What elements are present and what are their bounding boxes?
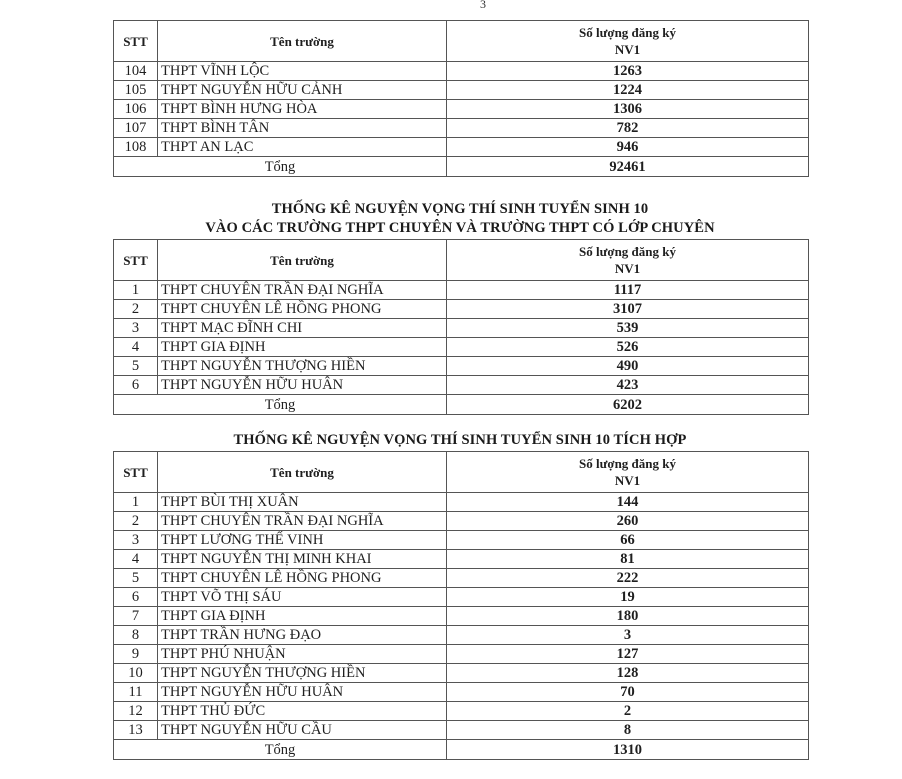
header-registration-count-line2: NV1 [614, 42, 641, 57]
row-stt: 13 [114, 721, 158, 740]
header-registration-count-line1: Số lượng đăng ký [578, 244, 676, 259]
section-title-specialized [113, 200, 807, 238]
table-row [114, 683, 809, 702]
page-number: 3 [480, 0, 486, 11]
registration-count: 180 [447, 607, 809, 626]
header-stt: STT [114, 21, 158, 62]
table-row [114, 702, 809, 721]
school-name: THPT NGUYỄN HỮU HUÂN [158, 683, 447, 702]
section-title-line: THỐNG KÊ NGUYỆN VỌNG THÍ SINH TUYỂN SINH 10 TÍCH HỢP [233, 432, 687, 448]
row-stt: 3 [114, 531, 158, 550]
school-name: THPT AN LẠC [158, 138, 447, 157]
row-stt: 10 [114, 664, 158, 683]
table-row [114, 664, 809, 683]
table-row [114, 62, 809, 81]
row-stt: 9 [114, 645, 158, 664]
row-stt: 6 [114, 588, 158, 607]
header-school-name: Tên trường [158, 452, 447, 493]
row-stt: 5 [114, 357, 158, 376]
school-name: THPT CHUYÊN TRẦN ĐẠI NGHĨA [158, 281, 447, 300]
registration-table-integrated [113, 451, 809, 760]
table-row [114, 338, 809, 357]
table-body [114, 62, 809, 177]
school-name: THPT GIA ĐỊNH [158, 338, 447, 357]
row-stt: 5 [114, 569, 158, 588]
school-name: THPT NGUYỄN HỮU CẦU [158, 721, 447, 740]
school-name: THPT GIA ĐỊNH [158, 607, 447, 626]
table-row [114, 119, 809, 138]
table-row [114, 550, 809, 569]
total-row [114, 740, 809, 760]
row-stt: 1 [114, 493, 158, 512]
registration-count: 127 [447, 645, 809, 664]
row-stt: 107 [114, 119, 158, 138]
school-name: THPT CHUYÊN LÊ HỒNG PHONG [158, 569, 447, 588]
registration-count: 128 [447, 664, 809, 683]
row-stt: 11 [114, 683, 158, 702]
registration-count: 946 [447, 138, 809, 157]
school-name: THPT VĨNH LỘC [158, 62, 447, 81]
table-header-row [114, 240, 809, 281]
school-name: THPT BÌNH TÂN [158, 119, 447, 138]
registration-count: 2 [447, 702, 809, 721]
header-registration-count-line1: Số lượng đăng ký [578, 456, 676, 471]
table-row [114, 100, 809, 119]
school-name: THPT NGUYỄN THƯỢNG HIỀN [158, 664, 447, 683]
registration-count: 66 [447, 531, 809, 550]
school-name: THPT NGUYỄN THỊ MINH KHAI [158, 550, 447, 569]
registration-count: 423 [447, 376, 809, 395]
header-registration-count-line2: NV1 [614, 261, 641, 276]
table-body [114, 281, 809, 415]
header-registration-count-line1: Số lượng đăng ký [578, 25, 676, 40]
registration-count: 1263 [447, 62, 809, 81]
table-row [114, 626, 809, 645]
school-name: THPT VÕ THỊ SÁU [158, 588, 447, 607]
registration-count: 490 [447, 357, 809, 376]
school-name: THPT BÌNH HƯNG HÒA [158, 100, 447, 119]
total-row [114, 157, 809, 177]
registration-table-specialized [113, 239, 809, 415]
total-row [114, 395, 809, 415]
header-school-name: Tên trường [158, 21, 447, 62]
table-row [114, 512, 809, 531]
row-stt: 104 [114, 62, 158, 81]
total-value: 6202 [447, 395, 809, 415]
header-school-name: Tên trường [158, 240, 447, 281]
table-row [114, 300, 809, 319]
table-row [114, 588, 809, 607]
total-value: 1310 [447, 740, 809, 760]
registration-count: 70 [447, 683, 809, 702]
school-name: THPT NGUYỄN THƯỢNG HIỀN [158, 357, 447, 376]
school-name: THPT THỦ ĐỨC [158, 702, 447, 721]
table-row [114, 531, 809, 550]
row-stt: 8 [114, 626, 158, 645]
header-registration-count [447, 240, 809, 281]
registration-count: 3 [447, 626, 809, 645]
header-registration-count-line2: NV1 [614, 473, 641, 488]
section-title-integrated [113, 431, 807, 450]
row-stt: 7 [114, 607, 158, 626]
table-row [114, 607, 809, 626]
table-row [114, 357, 809, 376]
registration-table-general [113, 20, 809, 177]
registration-count: 144 [447, 493, 809, 512]
row-stt: 3 [114, 319, 158, 338]
row-stt: 2 [114, 512, 158, 531]
row-stt: 12 [114, 702, 158, 721]
registration-count: 539 [447, 319, 809, 338]
school-name: THPT LƯƠNG THẾ VINH [158, 531, 447, 550]
school-name: THPT NGUYỄN HỮU HUÂN [158, 376, 447, 395]
registration-count: 3107 [447, 300, 809, 319]
header-registration-count [447, 21, 809, 62]
row-stt: 1 [114, 281, 158, 300]
school-name: THPT CHUYÊN TRẦN ĐẠI NGHĨA [158, 512, 447, 531]
header-stt: STT [114, 240, 158, 281]
registration-count: 8 [447, 721, 809, 740]
total-value: 92461 [447, 157, 809, 177]
school-name: THPT BÙI THỊ XUÂN [158, 493, 447, 512]
registration-count: 1224 [447, 81, 809, 100]
table-row [114, 138, 809, 157]
registration-count: 1117 [447, 281, 809, 300]
registration-count: 526 [447, 338, 809, 357]
row-stt: 4 [114, 550, 158, 569]
school-name: THPT MẠC ĐĨNH CHI [158, 319, 447, 338]
school-name: THPT TRẦN HƯNG ĐẠO [158, 626, 447, 645]
table-row [114, 319, 809, 338]
table-row [114, 569, 809, 588]
section-title-line: VÀO CÁC TRƯỜNG THPT CHUYÊN VÀ TRƯỜNG THPT CÓ LỚP CHUYÊN [205, 220, 715, 236]
table-row [114, 81, 809, 100]
table-header-row [114, 21, 809, 62]
school-name: THPT NGUYỄN HỮU CẢNH [158, 81, 447, 100]
school-name: THPT PHÚ NHUẬN [158, 645, 447, 664]
registration-count: 782 [447, 119, 809, 138]
row-stt: 108 [114, 138, 158, 157]
table-row [114, 281, 809, 300]
total-label: Tổng [114, 740, 447, 760]
registration-count: 81 [447, 550, 809, 569]
table-row [114, 645, 809, 664]
table-row [114, 376, 809, 395]
section-title-line: THỐNG KÊ NGUYỆN VỌNG THÍ SINH TUYỂN SINH 10 [271, 201, 649, 217]
registration-count: 260 [447, 512, 809, 531]
row-stt: 2 [114, 300, 158, 319]
table-row [114, 721, 809, 740]
row-stt: 106 [114, 100, 158, 119]
table-body [114, 493, 809, 760]
table-row [114, 493, 809, 512]
registration-count: 1306 [447, 100, 809, 119]
total-label: Tổng [114, 395, 447, 415]
school-name: THPT CHUYÊN LÊ HỒNG PHONG [158, 300, 447, 319]
registration-count: 19 [447, 588, 809, 607]
header-registration-count [447, 452, 809, 493]
row-stt: 105 [114, 81, 158, 100]
table-header-row [114, 452, 809, 493]
header-stt: STT [114, 452, 158, 493]
row-stt: 4 [114, 338, 158, 357]
registration-count: 222 [447, 569, 809, 588]
row-stt: 6 [114, 376, 158, 395]
total-label: Tổng [114, 157, 447, 177]
